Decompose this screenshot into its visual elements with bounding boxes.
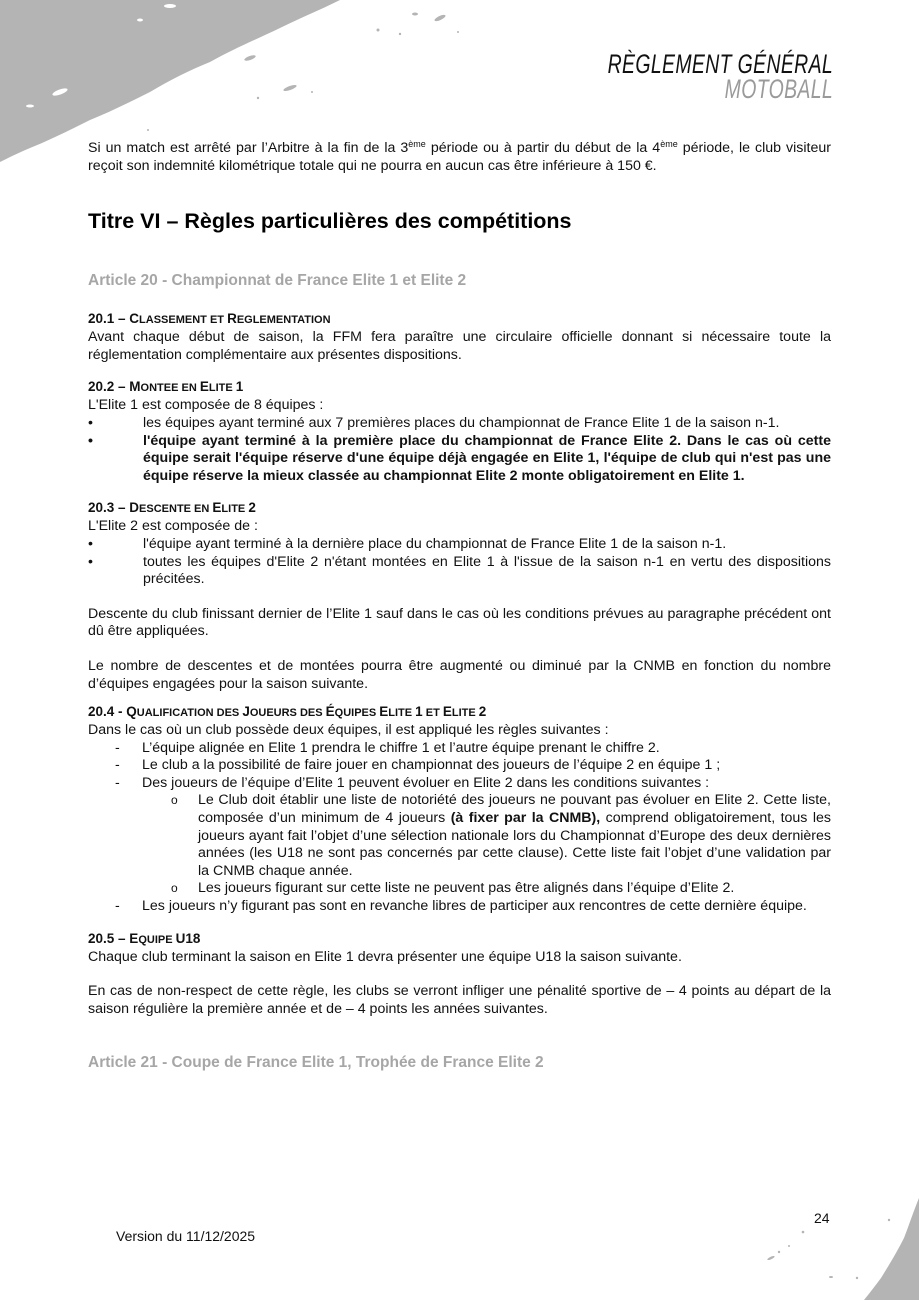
section-20-3-heading: 20.3 – DESCENTE EN ELITE 2 bbox=[88, 500, 256, 516]
brand-subtitle: MOTOBALL bbox=[724, 74, 833, 104]
sub-list-item: o Les joueurs figurant sur cette liste ne peuvent pas être alignés dans l’équipe d’Elite 2. bbox=[171, 880, 735, 897]
section-20-5-heading: 20.5 – EQUIPE U18 bbox=[88, 930, 201, 946]
decorative-splash-bottom bbox=[739, 1190, 919, 1300]
section-20-2-intro: L'Elite 1 est composée de 8 équipes : bbox=[88, 397, 324, 414]
brand-logo bbox=[607, 49, 833, 104]
section-20-1-body: Avant chaque début de saison, la FFM fera paraître une circulaire officielle donnant si nécessaire toute la réglementation complémentaire aux présentes dispositions. bbox=[88, 329, 831, 363]
section-20-4-sublist bbox=[142, 792, 831, 898]
sub-list-item: o Le Club doit établir une liste de notoriété des joueurs ne pouvant pas évoluer en Elite 2. Cette liste, composée d’un minimum de 4 joueurs (à fixer par la CNMB), comprend obligatoirement, tous les joueurs ayant fait l’objet d’une sélection nationale lors du Championnat d’Europe des deux dernières années (les U18 ne sont pas concernés par cette clause). Cette liste fait l’objet d’une validation par la CNMB chaque année. bbox=[171, 792, 831, 879]
section-20-3-para1: Descente du club finissant dernier de l’Elite 1 sauf dans le cas où les conditions prévues au paragraphe précédent ont dû être appliquées. bbox=[88, 605, 831, 640]
section-20-5-para2: En cas de non-respect de cette règle, les clubs se verront infliger une pénalité sportive de – 4 points au départ de la saison régulière la première année et de – 4 points les années suivantes. bbox=[88, 983, 831, 1017]
list-item: - Le club a la possibilité de faire jouer en championnat des joueurs de l’équipe 2 en équipe 1 ; bbox=[115, 757, 721, 774]
list-item: - Des joueurs de l’équipe d’Elite 1 peuvent évoluer en Elite 2 dans les conditions suivantes : o Le Club doit établir une liste de notoriété des joueurs ne pouvant pas évoluer en Elite 2. Cette liste, composée d’un minimum de 4 joueurs (à fixer par la CNMB), comprend obligatoirement, tous les joueurs ayant fait l’objet d’une sélection nationale lors du Championnat d’Europe des deux dernières années (les U18 ne sont pas concernés par cette clause). Cette liste fait l’objet d’une validation par la CNMB chaque année. o Les joueurs figurant sur cette liste ne peuvent pas être alignés dans l’équipe d’Elite 2. bbox=[115, 774, 831, 897]
list-item: • l'équipe ayant terminé à la première place du championnat de France Elite 2. Dans le cas où cette équipe serait l'équipe réserve d'une équipe déjà engagée en Elite 1, l'équipe de club qui n'est pas une équipe réserve la mieux classée au championnat Elite 2 monte obligatoirement en Elite 1. bbox=[88, 432, 831, 484]
article-20-heading: Article 20 - Championnat de France Elite 1 et Elite 2 bbox=[88, 272, 467, 290]
section-20-5-para1: Chaque club terminant la saison en Elite 1 devra présenter une équipe U18 la saison suivante. bbox=[88, 948, 682, 965]
page-title: Titre VI – Règles particulières des compétitions bbox=[88, 209, 572, 234]
section-20-3-list bbox=[88, 536, 831, 589]
brand-title: RÈGLEMENT GÉNÉRAL bbox=[607, 49, 833, 79]
section-20-2-heading: 20.2 – MONTEE EN ELITE 1 bbox=[88, 379, 244, 395]
section-20-3-intro: L'Elite 2 est composée de : bbox=[88, 518, 258, 535]
list-item: • l'équipe ayant terminé à la dernière place du championnat de France Elite 1 de la saison n-1. bbox=[88, 535, 727, 552]
list-item: - L’équipe alignée en Elite 1 prendra le chiffre 1 et l’autre équipe prenant le chiffre 2. bbox=[115, 739, 660, 756]
section-20-1-heading: 20.1 – CLASSEMENT ET REGLEMENTATION bbox=[88, 311, 331, 327]
section-20-4-list bbox=[88, 740, 831, 916]
footer-version: Version du 11/12/2025 bbox=[116, 1228, 256, 1244]
list-item: • les équipes ayant terminé aux 7 premières places du championnat de France Elite 1 de la saison n-1. bbox=[88, 414, 780, 431]
intro-paragraph: Si un match est arrêté par l’Arbitre à la fin de la 3ème période ou à partir du début de la 4ème période, le club visiteur reçoit son indemnité kilométrique totale qui ne pourra en aucun cas être inférieure à 150 €. bbox=[88, 139, 831, 174]
section-20-4-heading: 20.4 - QUALIFICATION DES JOUEURS DES ÉQUIPES ELITE 1 ET ELITE 2 bbox=[88, 704, 487, 720]
section-20-4-intro: Dans le cas où un club possède deux équipes, il est appliqué les règles suivantes : bbox=[88, 722, 609, 739]
page-number: 24 bbox=[814, 1210, 830, 1226]
article-21-heading: Article 21 - Coupe de France Elite 1, Trophée de France Elite 2 bbox=[88, 1054, 544, 1072]
section-20-2-list bbox=[88, 415, 831, 485]
list-item: - Les joueurs n’y figurant pas sont en revanche libres de participer aux rencontres de cette dernière équipe. bbox=[115, 898, 807, 915]
section-20-3-para2: Le nombre de descentes et de montées pourra être augmenté ou diminué par la CNMB en fonction du nombre d’équipes engagées pour la saison suivante. bbox=[88, 657, 831, 692]
page-content bbox=[88, 140, 831, 1073]
list-item: • toutes les équipes d'Elite 2 n'étant montées en Elite 1 à l'issue de la saison n-1 en vertu des dispositions précitées. bbox=[88, 553, 831, 588]
